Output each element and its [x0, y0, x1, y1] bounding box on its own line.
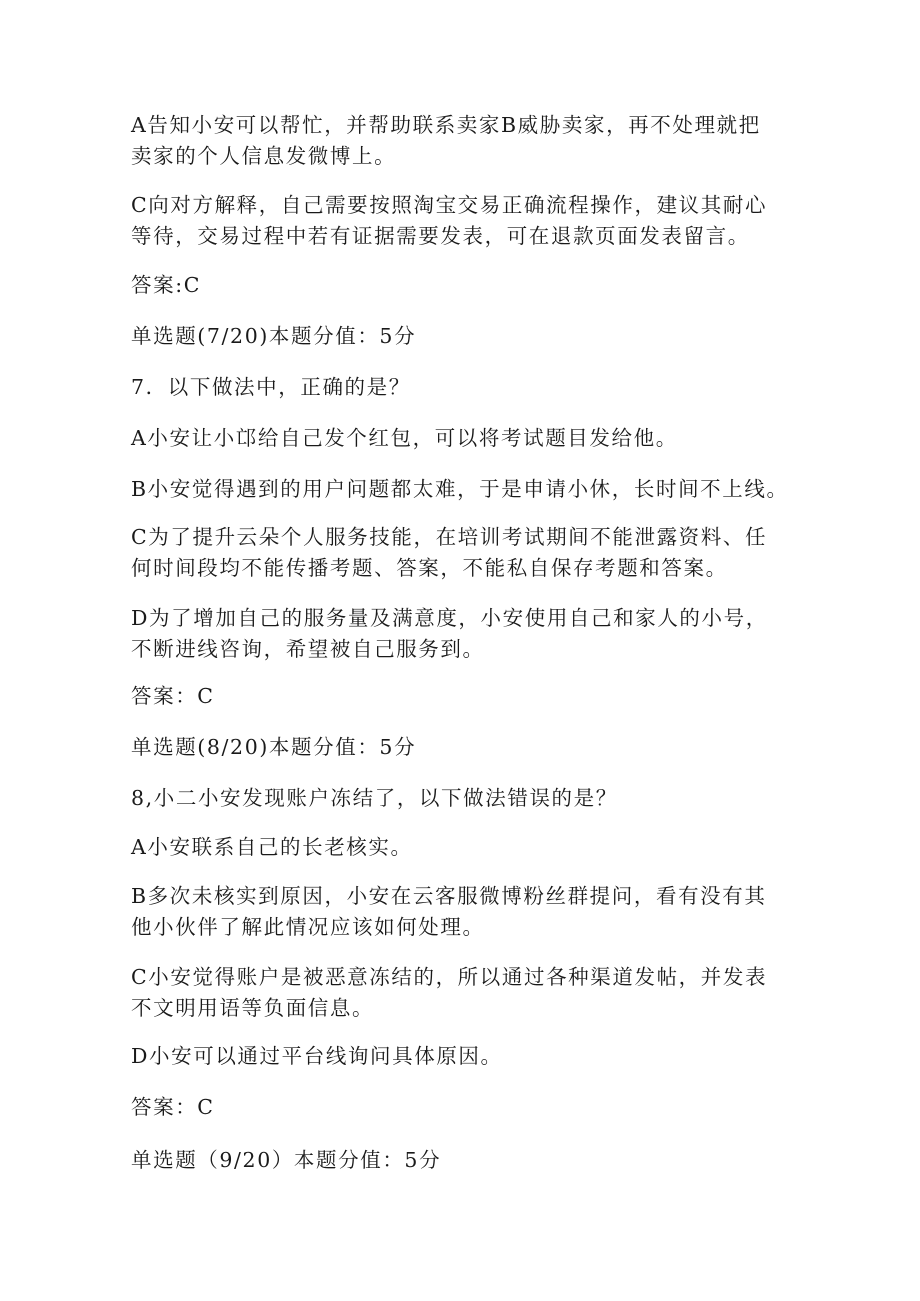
q7-option-d: D为了增加自己的服务量及满意度，小安使用自己和家人的小号，不断进线咨询，希望被自己服务到。: [131, 606, 768, 661]
q7-option-b: B小安觉得遇到的用户问题都太难，于是申请小休，长时间不上线。: [131, 477, 789, 501]
q8-header: 单选题(8/20)本题分值：5分: [131, 735, 417, 759]
q7-option-a: A小安让小邙给自己发个红包，可以将考试题目发给他。: [131, 426, 678, 450]
q7-answer: 答案：C: [131, 684, 215, 708]
q6-option-c: C向对方解释，自己需要按照淘宝交易正确流程操作，建议其耐心等待，交易过程中若有证据需要发表，可在退款页面发表留言。: [131, 193, 768, 248]
q7-question: 7．以下做法中，正确的是？: [131, 375, 411, 399]
q8-question: 8,小二小安发现账户冻结了，以下做法错误的是？: [131, 786, 618, 810]
q8-option-c: C小安觉得账户是被恶意冻结的，所以通过各种渠道发帖，并发表不文明用语等负面信息。: [131, 965, 768, 1020]
q9-header: 单选题（9/20）本题分值：5分: [131, 1148, 442, 1172]
q8-option-a: A小安联系自己的长老核实。: [131, 835, 413, 859]
q8-option-d: D小安可以通过平台线询问具体原因。: [131, 1044, 503, 1068]
q8-option-b: B多次未核实到原因，小安在云客服微博粉丝群提问，看有没有其他小伙伴了解此情况应该如何处理。: [131, 884, 767, 939]
q6-option-ab: A告知小安可以帮忙，并帮助联系卖家B威胁卖家，再不处理就把卖家的个人信息发微博上。: [131, 113, 761, 168]
q7-option-c: C为了提升云朵个人服务技能，在培训考试期间不能泄露资料、任何时间段均不能传播考题、答案，不能私自保存考题和答案。: [131, 525, 768, 580]
q6-answer: 答案:C: [131, 273, 201, 297]
q8-answer: 答案：C: [131, 1095, 215, 1119]
q7-header: 单选题(7/20)本题分值：5分: [131, 324, 417, 348]
